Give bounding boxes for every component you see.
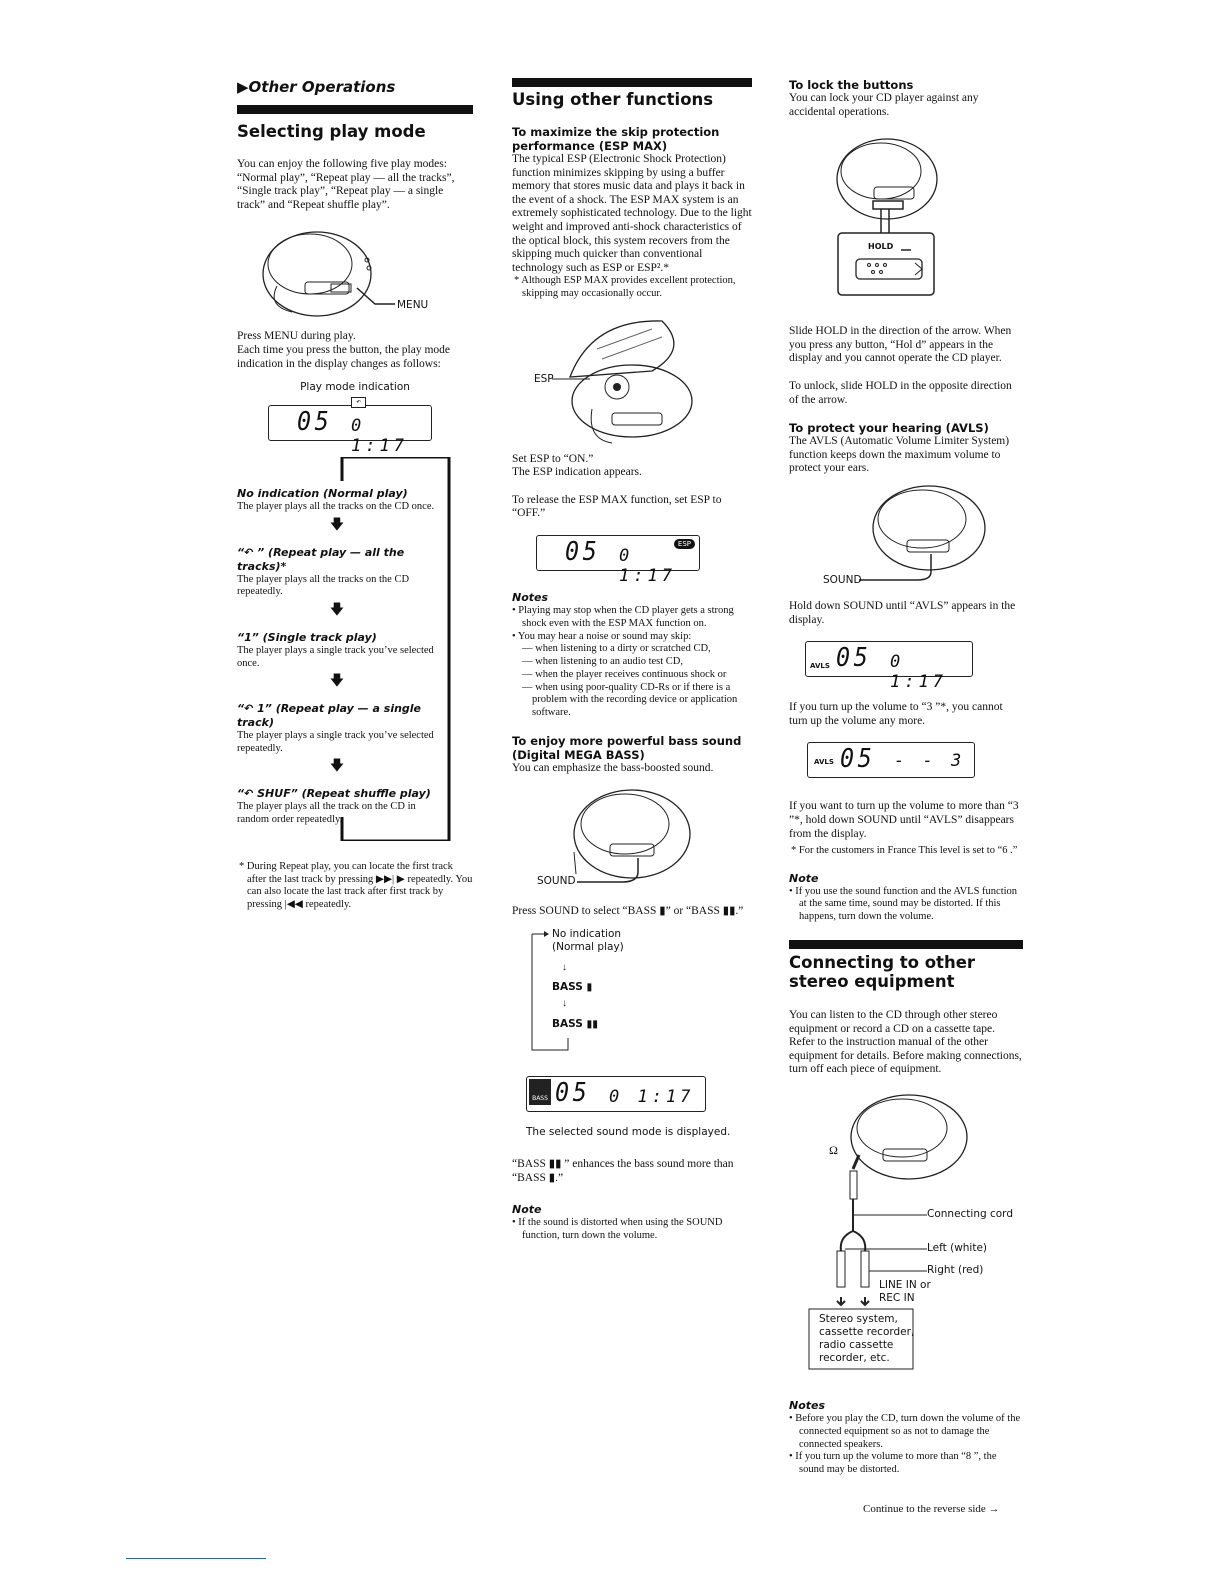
left-white-label: Left (white) — [927, 1242, 988, 1255]
hold-illustration — [789, 131, 1023, 311]
note-item: • If you turn up the volume to more than “8 ”, the sound may be distorted. — [789, 1451, 997, 1476]
display-track: 05 — [836, 643, 872, 674]
display-track: 05 — [840, 744, 876, 775]
bass-note-list — [512, 1217, 752, 1243]
column-other-functions — [512, 78, 752, 1243]
cycle-normal-label: (Normal play) — [552, 941, 624, 954]
display-time: 0 1:17 — [351, 416, 408, 457]
display-track: 05 — [565, 536, 601, 567]
sound-label: SOUND — [537, 874, 576, 887]
avls-badge-blinking: AVLS — [814, 758, 834, 767]
notes-title: Notes — [512, 590, 549, 604]
avls-display — [805, 641, 973, 693]
avls-heading: To protect your hearing (AVLS) — [789, 421, 989, 436]
cycle-normal — [552, 928, 624, 954]
mode-repeat-all-title: “↶ ” (Repeat play — all the tracks)* — [237, 545, 405, 573]
connect-notes-list — [789, 1413, 1023, 1477]
cycle-none-label: No indication — [552, 928, 622, 941]
mode-single-title: “1” (Single track play) — [237, 630, 377, 644]
esp-badge: ESP — [674, 539, 695, 549]
arrow-down-icon: 🡇 — [329, 759, 345, 775]
repeat-footnote: * During Repeat play, you can locate the first track after the last track by pressing ▶▶| ▶ repeatedly. You can also locate the last track after first track by pressing |◀◀ repeatedly. — [239, 861, 473, 910]
note-item: • If you use the sound function and the AVLS function at the same time, sound may be distorted. If this happens, turn down the volume. — [789, 885, 1018, 923]
mode-shuffle-desc: The player plays all the track on the CD in random order repeatedly. — [237, 801, 416, 825]
lock-heading: To lock the buttons — [789, 78, 914, 92]
display-time: 0 1:17 — [609, 1087, 695, 1108]
menu-label: MENU — [397, 299, 429, 312]
repeat-icon: ↶ — [351, 397, 366, 408]
esp-heading: To maximize the skip protection performance (ESP MAX) — [512, 125, 720, 153]
esp-appears-text: The ESP indication appears. — [512, 466, 642, 479]
continue-reverse-text: Continue to the reverse side → — [863, 1503, 1000, 1516]
note-title: Note — [789, 871, 819, 885]
section-label: ▶Other Operations — [237, 78, 396, 96]
line-in-label: LINE IN or — [879, 1279, 931, 1292]
column-play-mode — [237, 78, 473, 912]
footer-rule — [126, 1558, 266, 1559]
cd-player-menu-illustration — [237, 226, 473, 326]
equipment-box — [819, 1313, 914, 1365]
play-mode-display — [268, 397, 432, 457]
connection-diagram — [789, 1091, 1023, 1387]
hold-label: HOLD — [868, 242, 894, 252]
connecting-cord-label: Connecting cord — [927, 1208, 1013, 1221]
display-track: 05 — [555, 1078, 591, 1109]
mode-normal-title: No indication (Normal play) — [237, 487, 408, 501]
mode-shuffle-title: “↶ SHUF” (Repeat shuffle play) — [237, 787, 431, 801]
heading-rule — [512, 78, 752, 87]
note-item: • Playing may stop when the CD player gets a strong shock even with the ESP MAX function on. — [512, 604, 734, 629]
bass-illustration — [512, 782, 752, 897]
bass-badge: BASS — [529, 1079, 551, 1105]
headphone-jack-icon: Ω — [829, 1143, 838, 1158]
sound-label: SOUND — [823, 573, 862, 586]
mode-single-desc: The player plays a single track you’ve selected once. — [237, 644, 434, 669]
note-item: • Before you play the CD, turn down the volume of the connected equipment so as not to damage the connected speakers. — [789, 1413, 1021, 1450]
play-mode-cycle — [237, 457, 473, 841]
avls-note-list — [789, 886, 1023, 924]
display-track: 05 — [297, 407, 333, 438]
heading-rule — [237, 105, 473, 114]
cycle-bass1-label: BASS ▮ — [552, 981, 593, 994]
mode-repeat-single-desc: The player plays a single track you’ve selected repeatedly. — [237, 730, 434, 754]
avls-volume-display — [807, 742, 975, 778]
arrow-down-icon: 🡇 — [329, 602, 345, 618]
cycle-bass2-label: BASS ▮▮ — [552, 1018, 598, 1031]
connecting-heading: Connecting to other stereo equipment — [789, 953, 976, 992]
esp-footnote: * Although ESP MAX provides excellent protection, skipping may occasionally occur. — [514, 275, 736, 299]
esp-switch-label: ESP — [534, 372, 554, 385]
note-item: • You may hear a noise or sound may skip: — [512, 630, 692, 642]
mode-normal-desc: The player plays all the tracks on the CD once. — [237, 501, 435, 513]
bass-heading: To enjoy more powerful bass sound (Digital MEGA BASS) — [512, 734, 742, 763]
set-esp-text: Set ESP to “ON.” — [512, 452, 594, 465]
cd-player-icon — [237, 226, 473, 326]
equipment-line: Stereo system, — [819, 1313, 898, 1326]
selected-mode-caption: The selected sound mode is displayed. — [526, 1126, 731, 1139]
notes-title: Notes — [789, 1399, 826, 1413]
right-red-label: Right (red) — [927, 1264, 984, 1277]
esp-notes-list — [512, 605, 752, 720]
france-note: * For the customers in France This level is set to “6 .” — [791, 845, 1018, 857]
avls-text: The AVLS (Automatic Volume Limiter System) function keeps down the maximum volume to protect your ears. — [789, 435, 1010, 475]
avls-badge: AVLS — [810, 662, 830, 671]
hold-switch-icon — [789, 131, 1023, 311]
hold-sound-text: Hold down SOUND until “AVLS” appears in the display. — [789, 599, 1016, 626]
note-item: • If the sound is distorted when using the SOUND function, turn down the volume. — [512, 1217, 723, 1242]
bass-text: You can emphasize the bass-boosted sound. — [512, 762, 714, 775]
equipment-line: recorder, etc. — [819, 1352, 890, 1365]
arrow-down-icon: ↓ — [562, 962, 567, 974]
release-esp-text: To release the ESP MAX function, set ESP to “OFF.” — [512, 493, 722, 520]
column-lock-and-connect — [789, 78, 1023, 1517]
esp-text: The typical ESP (Electronic Shock Protection) function minimizes skipping by using a buffer memory that stores music data and plays it back in the event of a shock. The ESP MAX system is an extremely sophisticated technology. Due to the light weight and improved anti-shock characteristics of the optical block, this system recovers from the skipping much quicker than conventional technology such as ESP or ESP².* — [512, 153, 752, 274]
subnote-item: — when using poor-quality CD-Rs or if there is a problem with the recording device or application software. — [522, 681, 738, 719]
intro-text: You can enjoy the following five play modes: “Normal play”, “Repeat play — all the tracks”, “Single track play”, “Repeat play — a single track” and “Repeat shuffle play”. — [237, 158, 455, 211]
heading-rule — [789, 940, 1023, 949]
press-sound-text: Press SOUND to select “BASS ▮” or “BASS ▮▮.” — [512, 904, 744, 917]
lock-text: You can lock your CD player against any accidental operations. — [789, 92, 979, 118]
bass-display — [526, 1076, 706, 1112]
display-time: 0 1:17 — [890, 652, 947, 693]
using-other-functions-heading: Using other functions — [512, 90, 714, 109]
press-menu-text: Press MENU during play. — [237, 330, 356, 343]
subnote-item: — when listening to an audio test CD, — [522, 656, 683, 668]
display-time: 0 1:17 — [619, 545, 676, 586]
selecting-play-mode-heading: Selecting play mode — [237, 122, 426, 141]
arrow-down-icon: ↓ — [562, 998, 567, 1010]
mode-repeat-all-desc: The player plays all the tracks on the CD repeatedly. — [237, 573, 410, 598]
volume-readout: - - 3 — [894, 751, 966, 772]
mode-repeat-single-title: “↶ 1” (Repeat play — a single track) — [237, 702, 422, 730]
play-mode-indication-label: Play mode indication — [300, 381, 410, 394]
bass-enhance-text: “BASS ▮▮ ” enhances the bass sound more than “BASS ▮.” — [512, 1158, 734, 1184]
unlock-text: To unlock, slide HOLD in the opposite direction of the arrow. — [789, 379, 1012, 406]
avls-illustration — [789, 482, 1023, 590]
esp-display — [536, 535, 700, 586]
equipment-line: cassette recorder, — [819, 1326, 915, 1339]
subnote-item: — when listening to a dirty or scratched CD, — [522, 643, 711, 655]
connect-text: You can listen to the CD through other stereo equipment or record a CD on a cassette tape. Refer to the instruction manual of the other equipment for details. Before making connections, turn off each piece of equipment. — [789, 1009, 1022, 1076]
each-time-text: Each time you press the button, the play mode indication in the display changes as follows: — [237, 343, 451, 370]
turn-up-text: If you turn up the volume to “3 ”*, you cannot turn up the volume any more. — [789, 701, 1003, 727]
arrow-down-icon: 🡇 — [329, 674, 345, 690]
note-title: Note — [512, 1203, 542, 1217]
bass-cycle — [512, 926, 752, 1054]
arrow-down-icon: 🡇 — [329, 517, 345, 533]
equipment-line: radio cassette — [819, 1339, 894, 1352]
esp-illustration — [512, 309, 752, 449]
mode-list — [237, 487, 437, 826]
rec-in-label: REC IN — [879, 1292, 915, 1305]
want-more-text: If you want to turn up the volume to more than “3 ”*, hold down SOUND until “AVLS” disappears from the display. — [789, 800, 1019, 840]
subnote-item: — when the player receives continuous shock or — [522, 668, 727, 680]
slide-hold-text: Slide HOLD in the direction of the arrow. When you press any button, “Hol d” appears in the display and you cannot operate the CD player. — [789, 325, 1012, 365]
